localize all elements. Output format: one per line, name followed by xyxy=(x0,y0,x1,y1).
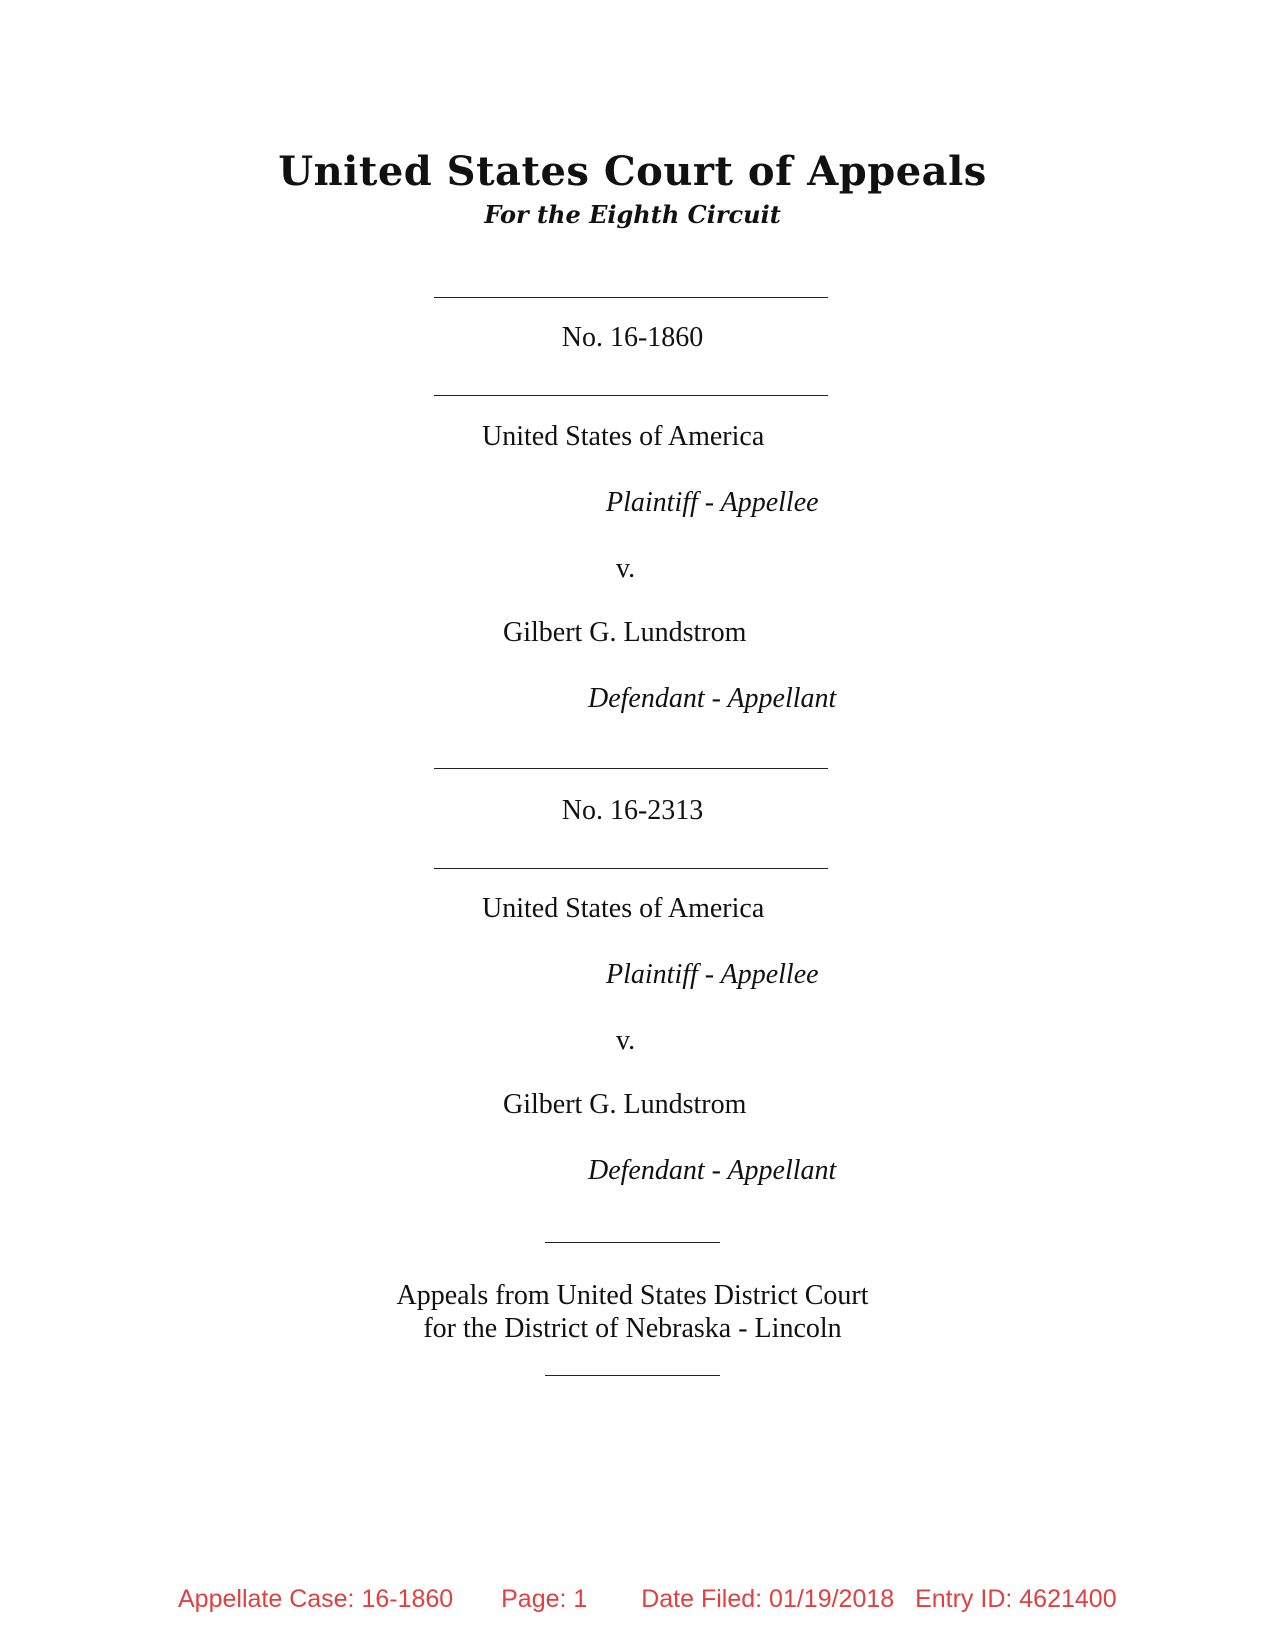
defendant-name: Gilbert G. Lundstrom xyxy=(503,1089,747,1120)
divider-rule-short xyxy=(545,1242,720,1243)
divider-rule-short xyxy=(545,1375,720,1376)
footer-appellate-case: Appellate Case: 16-1860 xyxy=(178,1585,454,1613)
case-number: No. 16-2313 xyxy=(561,795,704,826)
appeal-source-line1: Appeals from United States District Court xyxy=(396,1280,869,1311)
divider-rule xyxy=(434,297,828,298)
footer-page: Page: 1 xyxy=(501,1585,588,1613)
footer-date-filed: Date Filed: 01/19/2018 xyxy=(641,1585,895,1613)
plaintiff-name: United States of America xyxy=(482,421,765,452)
footer-entry-id: Entry ID: 4621400 xyxy=(915,1585,1117,1613)
plaintiff-name: United States of America xyxy=(482,893,765,924)
filing-stamp xyxy=(178,1585,1117,1614)
plaintiff-role: Plaintiff - Appellee xyxy=(606,487,819,518)
plaintiff-role: Plaintiff - Appellee xyxy=(606,959,819,990)
divider-rule xyxy=(434,868,828,869)
court-name: United States Court of Appeals xyxy=(278,148,987,195)
case-number: No. 16-1860 xyxy=(561,322,704,353)
versus-label: v. xyxy=(616,553,636,584)
defendant-name: Gilbert G. Lundstrom xyxy=(503,617,747,648)
divider-rule xyxy=(434,395,828,396)
defendant-role: Defendant - Appellant xyxy=(588,1155,837,1186)
circuit-name: For the Eighth Circuit xyxy=(484,200,781,229)
versus-label: v. xyxy=(616,1025,636,1056)
defendant-role: Defendant - Appellant xyxy=(588,683,837,714)
appeal-source-line2: for the District of Nebraska - Lincoln xyxy=(423,1313,842,1344)
divider-rule xyxy=(434,768,828,769)
